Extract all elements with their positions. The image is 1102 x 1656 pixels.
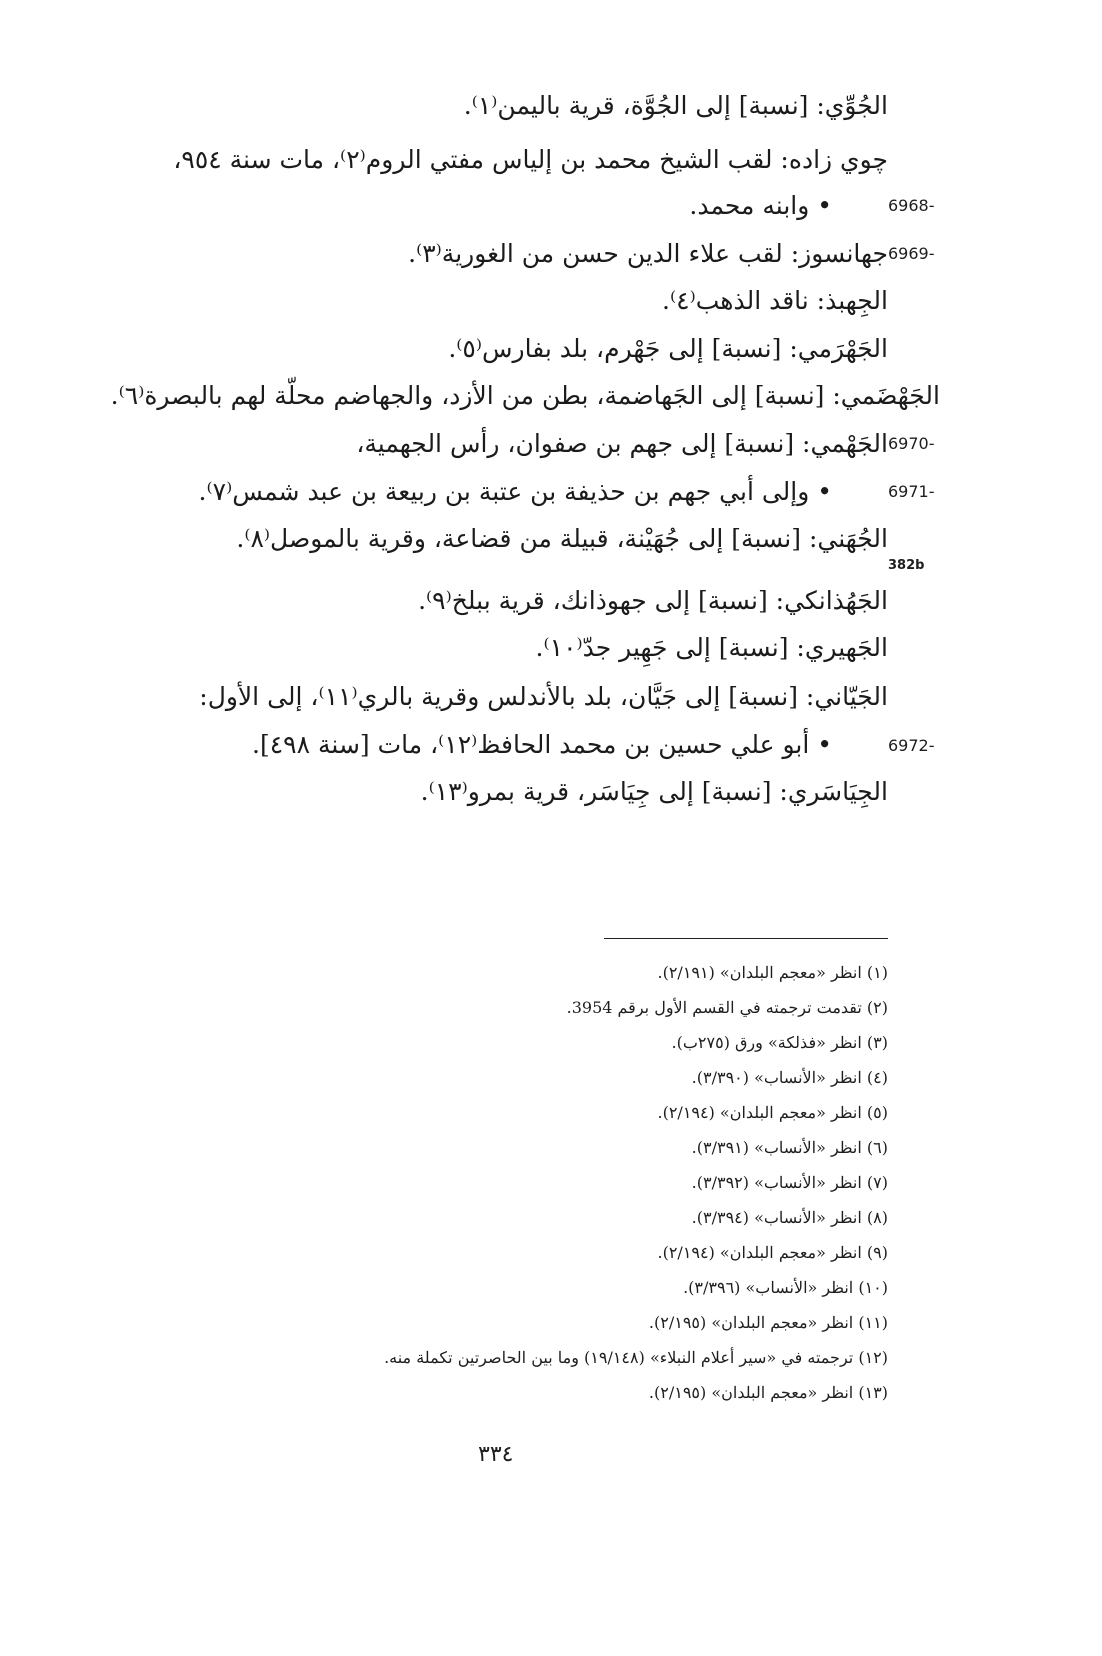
entry-number-6971: 6971-	[888, 482, 935, 501]
entry-jahmi: الجَهْمي: [نسبة] إلى جهم بن صفوان، رأس الجهمية،	[356, 429, 888, 458]
entry-jahiri: الجَهيري: [نسبة] إلى جَهِير جدّ⁽١٠⁾.	[535, 633, 888, 662]
manuscript-folio-marker: 382b	[888, 558, 925, 573]
footnote-separator	[604, 938, 888, 939]
page-number: ٣٣٤	[478, 1442, 514, 1467]
footnote-6: (٦) انظر «الأنساب» (٣/٣٩١).	[691, 1138, 888, 1157]
entry-chawi-zadah: چوي زاده: لقب الشيخ محمد بن إلياس مفتي الروم⁽٢⁾، مات سنة ٩٥٤،	[173, 145, 888, 174]
footnote-7: (٧) انظر «الأنساب» (٣/٣٩٢).	[691, 1173, 888, 1192]
footnote-11: (١١) انظر «معجم البلدان» (٢/١٩٥).	[648, 1313, 888, 1332]
entry-juhudhanaki: الجَهُذانكي: [نسبة] إلى جهوذانك، قرية ببلخ⁽٩⁾.	[418, 586, 888, 615]
footnote-3: (٣) انظر «فذلكة» ورق (٢٧٥ب).	[671, 1033, 888, 1052]
entry-jahdami: الجَهْضَمي: [نسبة] إلى الجَهاضمة، بطن من الأزد، والجهاضم محلّة لهم بالبصرة⁽٦⁾.	[110, 381, 940, 410]
footnote-5: (٥) انظر «معجم البلدان» (٢/١٩٤).	[657, 1103, 888, 1122]
footnote-12: (١٢) ترجمته في «سير أعلام النبلاء» (١٩/١٤٨) وما بين الحاصرتين تكملة منه.	[384, 1348, 888, 1367]
entry-number-6969: 6969-	[888, 244, 935, 263]
footnote-8: (٨) انظر «الأنساب» (٣/٣٩٤).	[691, 1208, 888, 1227]
entry-number-6968: 6968-	[888, 196, 935, 215]
footnote-9: (٩) انظر «معجم البلدان» (٢/١٩٤).	[657, 1243, 888, 1262]
entry-jiyasari: الجِيَاسَري: [نسبة] إلى جِيَاسَر، قرية بمرو⁽١٣⁾.	[420, 777, 888, 806]
entry-jahrami: الجَهْرَمي: [نسبة] إلى جَهْرم، بلد بفارس⁽٥⁾.	[448, 334, 888, 363]
entry-jihbidh: الجِهبذ: ناقد الذهب⁽٤⁾.	[662, 286, 888, 315]
footnote-1: (١) انظر «معجم البلدان» (٢/١٩١).	[657, 963, 888, 982]
entry-abu-ali: • أبو علي حسين بن محمد الحافظ⁽١٢⁾، مات [سنة ٤٩٨].	[252, 730, 832, 759]
entry-jawwi: الجُوِّي: [نسبة] إلى الجُوَّة، قرية باليمن⁽١⁾.	[463, 91, 888, 120]
footnote-2: (٢) تقدمت ترجمته في القسم الأول برقم 3954.	[566, 998, 888, 1017]
entry-wa-ibnuh: • وابنه محمد.	[689, 191, 832, 220]
entry-abi-jahm: • وإلى أبي جهم بن حذيفة بن عتبة بن ربيعة بن عبد شمس⁽٧⁾.	[198, 477, 832, 506]
footnote-4: (٤) انظر «الأنساب» (٣/٣٩٠).	[691, 1068, 888, 1087]
entry-number-6970: 6970-	[888, 434, 935, 453]
entry-juhani: الجُهَني: [نسبة] إلى جُهَيْنة، قبيلة من قضاعة، وقرية بالموصل⁽٨⁾.	[236, 524, 888, 553]
footnote-10: (١٠) انظر «الأنساب» (٣/٣٩٦).	[683, 1278, 888, 1297]
entry-number-6972: 6972-	[888, 736, 935, 755]
entry-jayyani: الجَيّاني: [نسبة] إلى جَيَّان، بلد بالأندلس وقرية بالري⁽١١⁾، إلى الأول:	[199, 682, 888, 711]
footnote-13: (١٣) انظر «معجم البلدان» (٢/١٩٥).	[648, 1383, 888, 1402]
entry-jahansuz: جهانسوز: لقب علاء الدين حسن من الغورية⁽٣⁾.	[408, 239, 888, 268]
